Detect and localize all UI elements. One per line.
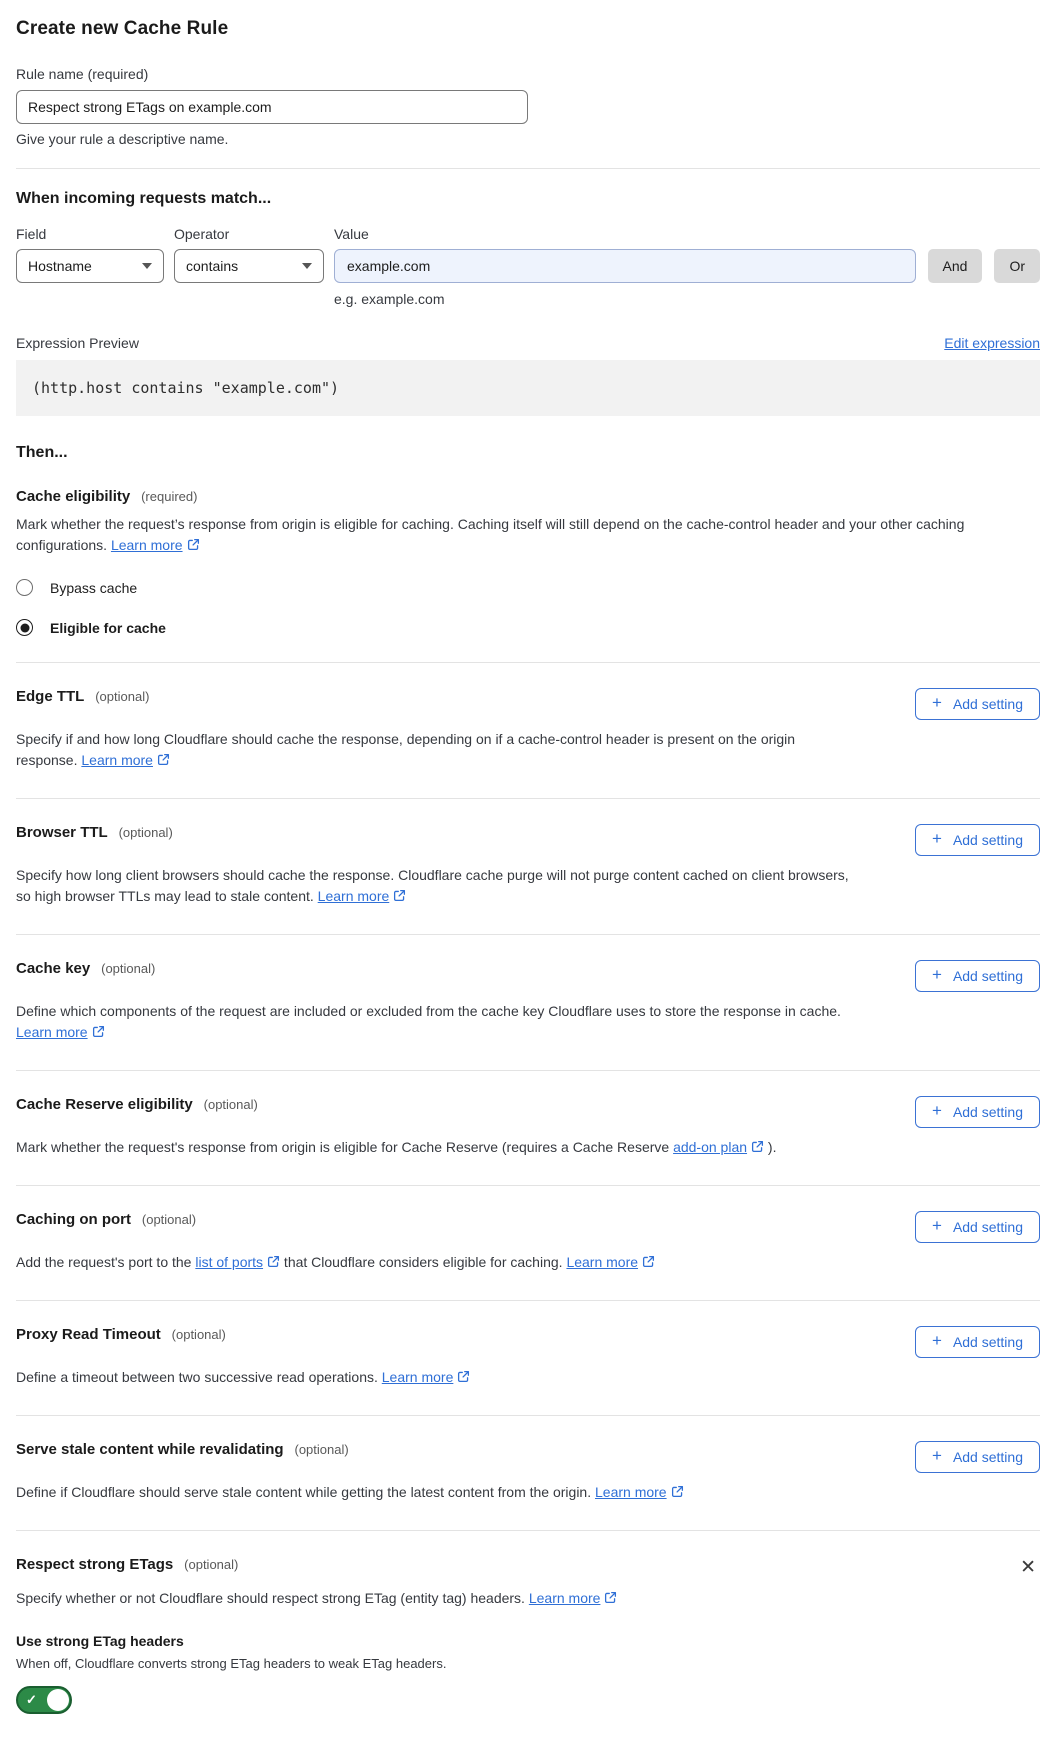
add-setting-button[interactable]: + Add setting [915,688,1040,720]
setting-description: Specify if and how long Cloudflare should cache the response, depending on if a cache-control header is present on the origin response. Learn more [16,729,851,771]
then-heading: Then... [16,444,68,461]
setting-section-serve-stale [16,1415,1040,1530]
rule-name-label: Rule name (required) [16,66,149,82]
setting-description: Add the request's port to the list of ports that Cloudflare considers eligible for caching. Learn more [16,1252,851,1273]
setting-title: Cache key [16,960,91,977]
add-setting-button[interactable]: + Add setting [915,1326,1040,1358]
setting-title: Respect strong ETags [16,1556,174,1573]
and-button[interactable]: And [928,249,983,283]
match-heading: When incoming requests match... [16,190,272,207]
plus-icon: + [932,1216,942,1235]
setting-section-edge-ttl [16,662,1040,798]
external-link-icon [267,1253,280,1274]
close-icon[interactable]: ✕ [1016,1556,1040,1579]
match-column-labels [16,226,1040,242]
field-select-value: Hostname [28,258,92,274]
setting-section-proxy-read-timeout [16,1300,1040,1415]
radio-icon [16,619,33,636]
optional-label: (optional) [294,1442,349,1457]
optional-label: (optional) [184,1557,239,1572]
external-link-icon [457,1368,470,1389]
setting-title: Serve stale content while revalidating [16,1441,284,1458]
add-setting-button[interactable]: + Add setting [915,824,1040,856]
setting-description: Mark whether the request's response from origin is eligible for Cache Reserve (requires a Cache Reserve add-on plan ). [16,1137,851,1158]
setting-description: Specify whether or not Cloudflare should respect strong ETag (entity tag) headers. Learn more [16,1588,1040,1609]
learn-more-link[interactable]: Learn more [566,1254,639,1270]
expression-code: (http.host contains "example.com") [16,360,1040,416]
optional-label: (optional) [171,1327,226,1342]
setting-title: Proxy Read Timeout [16,1326,161,1343]
plus-icon: + [932,965,942,984]
setting-section-browser-ttl [16,798,1040,934]
plus-icon: + [932,1331,942,1350]
optional-label: (optional) [118,825,173,840]
add-setting-button[interactable]: + Add setting [915,1096,1040,1128]
add-setting-button[interactable]: + Add setting [915,960,1040,992]
add-setting-button[interactable]: + Add setting [915,1211,1040,1243]
required-label: (required) [141,489,198,504]
add-setting-button[interactable]: + Add setting [915,1441,1040,1473]
setting-section-cache-key [16,934,1040,1070]
operator-select-value: contains [186,258,239,274]
toggle-knob [47,1689,69,1711]
setting-description: Define a timeout between two successive read operations. Learn more [16,1367,851,1388]
learn-more-link[interactable]: Learn more [528,1590,601,1606]
cache-eligibility-section [16,488,1040,636]
learn-more-link[interactable]: Learn more [381,1369,454,1385]
learn-more-link[interactable]: Learn more [110,537,183,553]
setting-section-caching-on-port [16,1185,1040,1300]
plus-icon: + [932,829,942,848]
expression-preview-label: Expression Preview [16,335,139,351]
setting-title: Edge TTL [16,688,85,705]
plus-icon: + [932,693,942,712]
plus-icon: + [932,1446,942,1465]
optional-label: (optional) [203,1097,258,1112]
external-link-icon [751,1138,764,1159]
learn-more-link[interactable]: Learn more [595,1484,667,1500]
external-link-icon [604,1589,617,1610]
list-of-ports-link[interactable]: list of ports [195,1254,264,1270]
chevron-down-icon [142,263,152,269]
cache-eligibility-description: Mark whether the request’s response from origin is eligible for caching. Caching itself will still depend on the cache-control header and your other caching configurations. Learn more [16,514,1040,556]
setting-title: Caching on port [16,1211,131,1228]
radio-label: Bypass cache [50,579,138,596]
radio-label: Eligible for cache [50,619,166,636]
cache-eligibility-title: Cache eligibility [16,488,131,505]
external-link-icon [92,1023,105,1044]
edit-expression-link[interactable]: Edit expression [944,335,1040,351]
field-label: Field [16,226,47,242]
setting-section-respect-strong-etags [16,1530,1040,1714]
operator-label: Operator [174,226,230,242]
match-expression-row [16,249,1040,283]
radio-icon [16,579,33,596]
field-select[interactable] [16,249,164,283]
setting-section-cache-reserve-eligibility [16,1070,1040,1185]
external-link-icon [157,751,170,772]
strong-etag-headers-help: When off, Cloudflare converts strong ETag headers to weak ETag headers. [16,1656,447,1671]
strong-etag-headers-label: Use strong ETag headers [16,1633,184,1649]
operator-select[interactable] [174,249,324,283]
value-label: Value [334,226,369,242]
plus-icon: + [932,1101,942,1120]
external-link-icon [671,1483,684,1504]
external-link-icon [642,1253,655,1274]
setting-description: Specify how long client browsers should cache the response. Cloudflare cache purge will not purge content cached on client browsers, so high browser TTLs may lead to stale content. Learn more [16,865,851,907]
divider [16,168,1040,169]
chevron-down-icon [302,263,312,269]
add-on-plan-link[interactable]: add-on plan [673,1139,748,1155]
external-link-icon [393,887,406,908]
optional-label: (optional) [95,689,150,704]
learn-more-link[interactable]: Learn more [317,888,390,904]
radio-bypass-cache[interactable] [16,579,137,596]
value-input[interactable] [334,249,916,283]
learn-more-link[interactable]: Learn more [16,1024,88,1040]
setting-title: Cache Reserve eligibility [16,1096,193,1113]
radio-eligible-for-cache[interactable] [16,619,166,636]
external-link-icon [187,536,200,557]
setting-description: Define if Cloudflare should serve stale content while getting the latest content from the origin. Learn more [16,1482,851,1503]
rule-name-input[interactable] [16,90,528,124]
value-hint: e.g. example.com [334,291,445,307]
strong-etag-toggle[interactable] [16,1686,72,1714]
optional-label: (optional) [141,1212,197,1227]
optional-label: (optional) [101,961,156,976]
learn-more-link[interactable]: Learn more [81,752,153,768]
setting-description: Define which components of the request are included or excluded from the cache key Cloudflare uses to store the response in cache. Learn more [16,1001,851,1043]
setting-title: Browser TTL [16,824,108,841]
or-button[interactable]: Or [994,249,1040,283]
rule-name-help: Give your rule a descriptive name. [16,131,229,147]
page-title: Create new Cache Rule [16,18,229,39]
check-icon: ✓ [26,1692,37,1707]
